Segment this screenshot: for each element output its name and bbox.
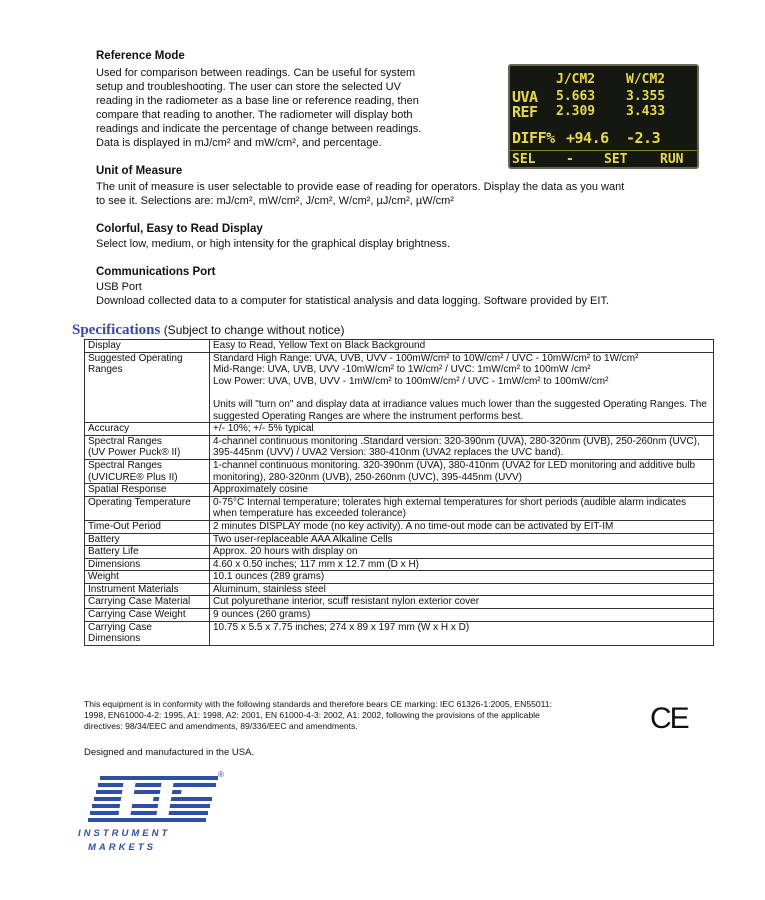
spec-value: Approx. 20 hours with display on [210, 546, 714, 559]
spec-row [85, 596, 714, 609]
spec-row [85, 352, 714, 423]
display-diff-val2: -2.3 [626, 129, 661, 147]
eit-logo-text [78, 770, 79, 771]
spec-value: 2 minutes DISPLAY mode (no key activity). A no time-out mode can be activated by EIT-IM [210, 520, 714, 533]
spec-label: Battery [85, 533, 210, 546]
spec-row [85, 571, 714, 584]
spec-value: +/- 10%; +/- 5% typical [210, 423, 714, 436]
unit-of-measure-line: The unit of measure is user selectable to provide ease of reading for operators. Display the data as you want [96, 181, 625, 193]
display-diff-label: DIFF% [512, 129, 555, 147]
compliance-text [84, 699, 644, 732]
unit-of-measure-line: to see it. Selections are: mJ/cm², mW/cm², J/cm², W/cm², µJ/cm², µW/cm² [96, 195, 454, 207]
spec-label: Spectral Ranges (UVICURE® Plus II) [85, 459, 210, 483]
spec-value: 9 ounces (260 grams) [210, 609, 714, 622]
display-row2-label: REF [512, 103, 538, 121]
reference-mode-line: setup and troubleshooting. The user can store the selected UV [96, 81, 401, 93]
compliance-line: 1998, EN61000-4-2: 1995, A1: 1998, A2: 2001, EN 61000-4-3: 2002, A1: 2002, following the provisions of the applicable [84, 710, 540, 720]
spec-label: Weight [85, 571, 210, 584]
soft-key-run: RUN [660, 152, 684, 167]
spec-row [85, 459, 714, 483]
display-brightness-text: Select low, medium, or high intensity for the graphical display brightness. [96, 238, 451, 250]
spec-label: Spectral Ranges (UV Power Puck® II) [85, 435, 210, 459]
spec-label: Time-Out Period [85, 520, 210, 533]
display-row1-val1: 5.663 [556, 89, 596, 104]
display-col1-header: J/CM2 [556, 72, 596, 87]
display-row2-val1: 2.309 [556, 104, 596, 119]
spec-value: 4-channel continuous monitoring .Standard version: 320-390nm (UVA), 280-320nm (UVB), 250-260nm (UVC), 395-445nm (UVV) / UVA2 Version: 380-410nm (UVA2 replaces the UVC band). [210, 435, 714, 459]
soft-key-sel: SEL [512, 152, 536, 167]
display-diff-val1: +94.6 [566, 129, 609, 147]
reference-mode-line: Used for comparison between readings. Can be useful for system [96, 67, 416, 79]
display-col2-header: W/CM2 [626, 72, 666, 87]
display-row1-val2: 3.355 [626, 89, 666, 104]
unit-of-measure-text [96, 180, 716, 208]
spec-value: Easy to Read, Yellow Text on Black Background [210, 340, 714, 353]
specifications-title [72, 322, 344, 339]
spec-row [85, 423, 714, 436]
reference-mode-heading: Reference Mode [96, 50, 185, 62]
spec-row [85, 583, 714, 596]
display-row2-val2: 3.433 [626, 104, 666, 119]
spec-value: Standard High Range: UVA, UVB, UVV - 100mW/cm² to 10W/cm² / UVC - 10mW/cm² to 1W/cm² Mid-Range: UVA, UVB, UVV -10mW/cm² to 1W/cm² / UVC: 1mW/cm² to 100mW /cm² Low Power: UVA, UVB, UVV - 1mW/cm² to 100mW/cm² / UVC - 1mW/cm² to 100mW/cm² Units will "turn on" and display data at irradiance values much lower than the suggested Operating Ranges. The suggested Operating Ranges are where the instrument performs best. [210, 352, 714, 423]
reference-mode-text [96, 66, 488, 150]
reference-mode-line: Data is displayed in mJ/cm² and mW/cm², and percentage. [96, 137, 382, 149]
spec-value: 1-channel continuous monitoring. 320-390nm (UVA), 380-410nm (UVA2 for LED monitoring and additive bulb monitoring), 280-320nm (UVB), 250-260nm (UVC), 395-445nm (UVV) [210, 459, 714, 483]
spec-row [85, 484, 714, 497]
spec-value: Approximately cosine [210, 484, 714, 497]
spec-label: Carrying Case Material [85, 596, 210, 609]
eit-logo [78, 770, 238, 860]
specifications-heading: Specifications [72, 322, 161, 338]
spec-row [85, 435, 714, 459]
reference-mode-line: compare that reading to another. The radiometer will display both [96, 109, 413, 121]
display-brightness-heading: Colorful, Easy to Read Display [96, 223, 263, 235]
spec-row [85, 621, 714, 645]
spec-value: 0-75°C Internal temperature; tolerates high external temperatures for short periods (audible alarm indicates when temperature has exceeded tolerance) [210, 496, 714, 520]
spec-label: Display [85, 340, 210, 353]
spec-label: Operating Temperature [85, 496, 210, 520]
spec-label: Carrying Case Dimensions [85, 621, 210, 645]
ce-mark: CE [650, 702, 688, 735]
spec-value: Cut polyurethane interior, scuff resistant nylon exterior cover [210, 596, 714, 609]
soft-key-set: SET [604, 152, 628, 167]
communications-text: Download collected data to a computer for statistical analysis and data logging. Software provided by EIT. [96, 295, 610, 307]
spec-value: 10.1 ounces (289 grams) [210, 571, 714, 584]
reference-mode-line: readings and indicate the percentage of change between readings. [96, 123, 422, 135]
spec-label: Battery Life [85, 546, 210, 559]
spec-row [85, 609, 714, 622]
spec-label: Accuracy [85, 423, 210, 436]
registered-mark: ® [218, 770, 224, 779]
spec-label: Instrument Materials [85, 583, 210, 596]
spec-row [85, 496, 714, 520]
compliance-line: directives: 98/34/EEC and amendments, 89/336/EEC and amendments. [84, 721, 358, 731]
unit-of-measure-heading: Unit of Measure [96, 165, 183, 177]
spec-row [85, 340, 714, 353]
spec-value: 10.75 x 5.5 x 7.75 inches; 274 x 89 x 197 mm (W x H x D) [210, 621, 714, 645]
eit-logo-graphic [78, 770, 238, 834]
spec-label: Carrying Case Weight [85, 609, 210, 622]
communications-port: USB Port [96, 281, 142, 293]
spec-label: Spatial Response [85, 484, 210, 497]
spec-label: Suggested Operating Ranges [85, 352, 210, 423]
spec-row [85, 546, 714, 559]
spec-value: Aluminum, stainless steel [210, 583, 714, 596]
spec-row [85, 520, 714, 533]
spec-value: 4.60 x 0.50 inches; 117 mm x 12.7 mm (D x H) [210, 558, 714, 571]
logo-line-instrument: INSTRUMENT [78, 828, 171, 839]
reference-mode-line: reading in the radiometer as a base line or reference reading, then [96, 95, 419, 107]
spec-label: Dimensions [85, 558, 210, 571]
communications-heading: Communications Port [96, 266, 216, 278]
display-row1-label: UVA [512, 88, 538, 106]
logo-line-markets: MARKETS [88, 842, 156, 853]
soft-key-dash: - [566, 152, 574, 167]
spec-row [85, 533, 714, 546]
spec-row [85, 558, 714, 571]
spec-value: Two user-replaceable AAA Alkaline Cells [210, 533, 714, 546]
specifications-subtitle: (Subject to change without notice) [163, 323, 345, 337]
made-in-usa: Designed and manufactured in the USA. [84, 747, 255, 758]
radiometer-display [508, 64, 699, 169]
compliance-line: This equipment is in conformity with the following standards and therefore bears CE marking: IEC 61326-1:2005, EN55011: [84, 699, 552, 709]
specifications-table [84, 339, 714, 646]
